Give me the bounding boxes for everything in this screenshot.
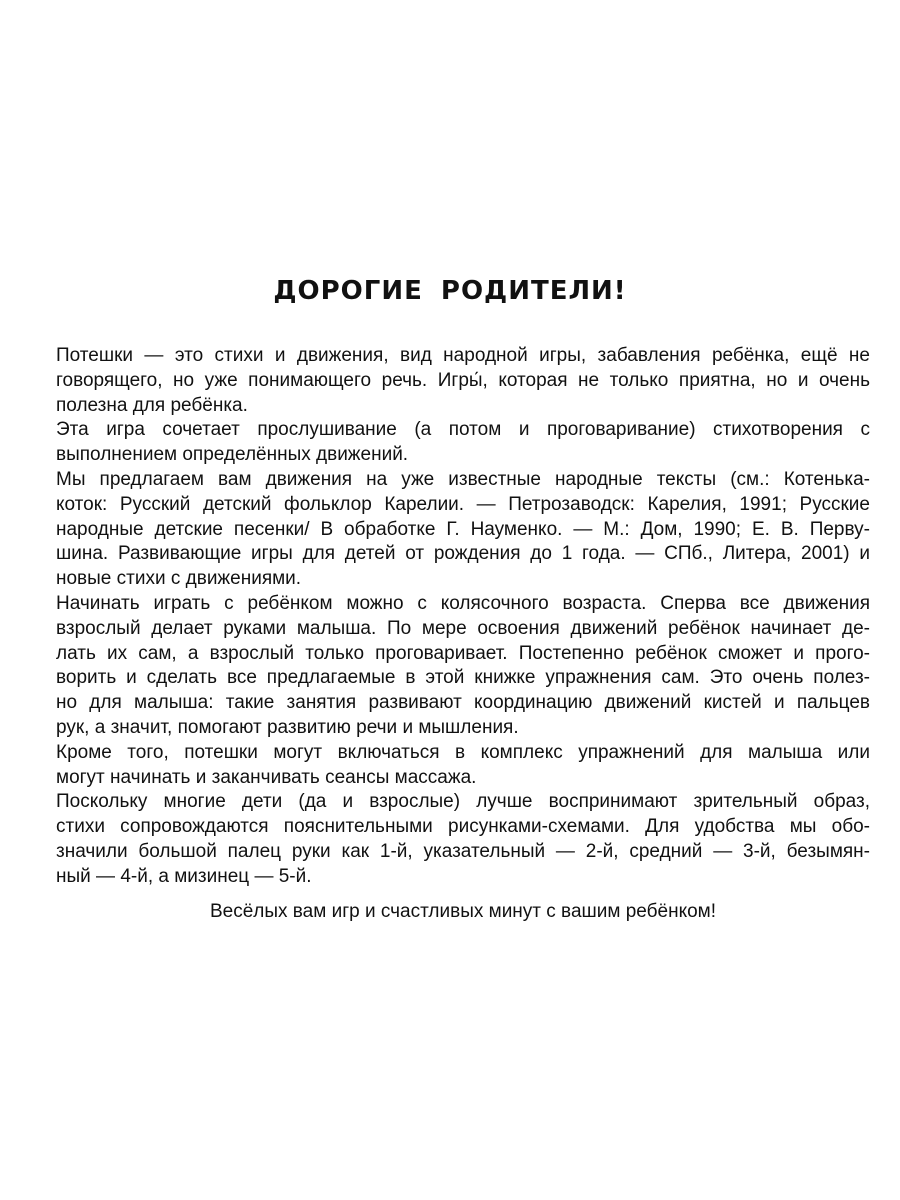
text-line: Потешки — это стихи и движения, вид народной игры, забавления ребёнка, ещё не	[56, 345, 870, 366]
text-line: выполнением определённых движений.	[56, 444, 409, 466]
text-line: Поскольку многие дети (да и взрослые) лучше воспринимают зрительный образ,	[56, 791, 870, 813]
paragraph	[56, 741, 870, 791]
text-line: ный — 4-й, а мизинец — 5-й.	[56, 865, 312, 887]
text-line: значили большой палец руки как 1-й, указательный — 2-й, средний — 3-й, безымян-	[56, 840, 870, 862]
text-line: говорящего, но уже понимающего речь. Игры́, которая не только приятна, но и очень	[56, 369, 870, 391]
text-line: рук, а значит, помогают развитию речи и мышления.	[56, 716, 519, 738]
text-line: Начинать играть с ребёнком можно с колясочного возраста. Сперва все движения	[56, 592, 870, 614]
text-line: шина. Развивающие игры для детей от рождения до 1 года. — СПб., Литера, 2001) и	[56, 543, 870, 565]
text-line: ворить и сделать все предлагаемые в этой книжке упражнения сам. Это очень полез-	[56, 667, 870, 689]
text-line: Мы предлагаем вам движения на уже известные народные тексты (см.: Котенька-	[56, 468, 870, 490]
paragraph	[56, 418, 870, 468]
paragraph	[56, 344, 870, 418]
text-line: могут начинать и заканчивать сеансы массажа.	[56, 766, 477, 788]
text-line: коток: Русский детский фольклор Карелии. — Петрозаводск: Карелия, 1991; Русские	[56, 493, 870, 515]
page-title: ДОРОГИЕ РОДИТЕЛИ!	[273, 276, 627, 306]
text-line: стихи сопровождаются пояснительными рисунками-схемами. Для удобства мы обо-	[56, 816, 870, 838]
text-line: Кроме того, потешки могут включаться в комплекс упражнений для малыша или	[56, 741, 870, 763]
text-line: Эта игра сочетает прослушивание (а потом и проговаривание) стихотворения с	[56, 419, 870, 441]
body-text	[56, 344, 870, 890]
text-line: полезна для ребёнка.	[56, 394, 248, 416]
text-line: взрослый делает руками малыша. По мере освоения движений ребёнок начинает де-	[56, 617, 870, 639]
text-line: новые стихи с движениями.	[56, 568, 302, 590]
paragraph	[56, 468, 870, 592]
text-line: но для малыша: такие занятия развивают координацию движений кистей и пальцев	[56, 692, 870, 714]
paragraph	[56, 790, 870, 889]
paragraph	[56, 592, 870, 741]
text-line: лать их сам, а взрослый только проговаривает. Постепенно ребёнок сможет и прого-	[56, 642, 870, 664]
closing-line: Весёлых вам игр и счастливых минут с вашим ребёнком!	[209, 901, 717, 922]
text-line: народные детские песенки/ В обработке Г. Науменко. — М.: Дом, 1990; Е. В. Перву-	[56, 518, 870, 540]
